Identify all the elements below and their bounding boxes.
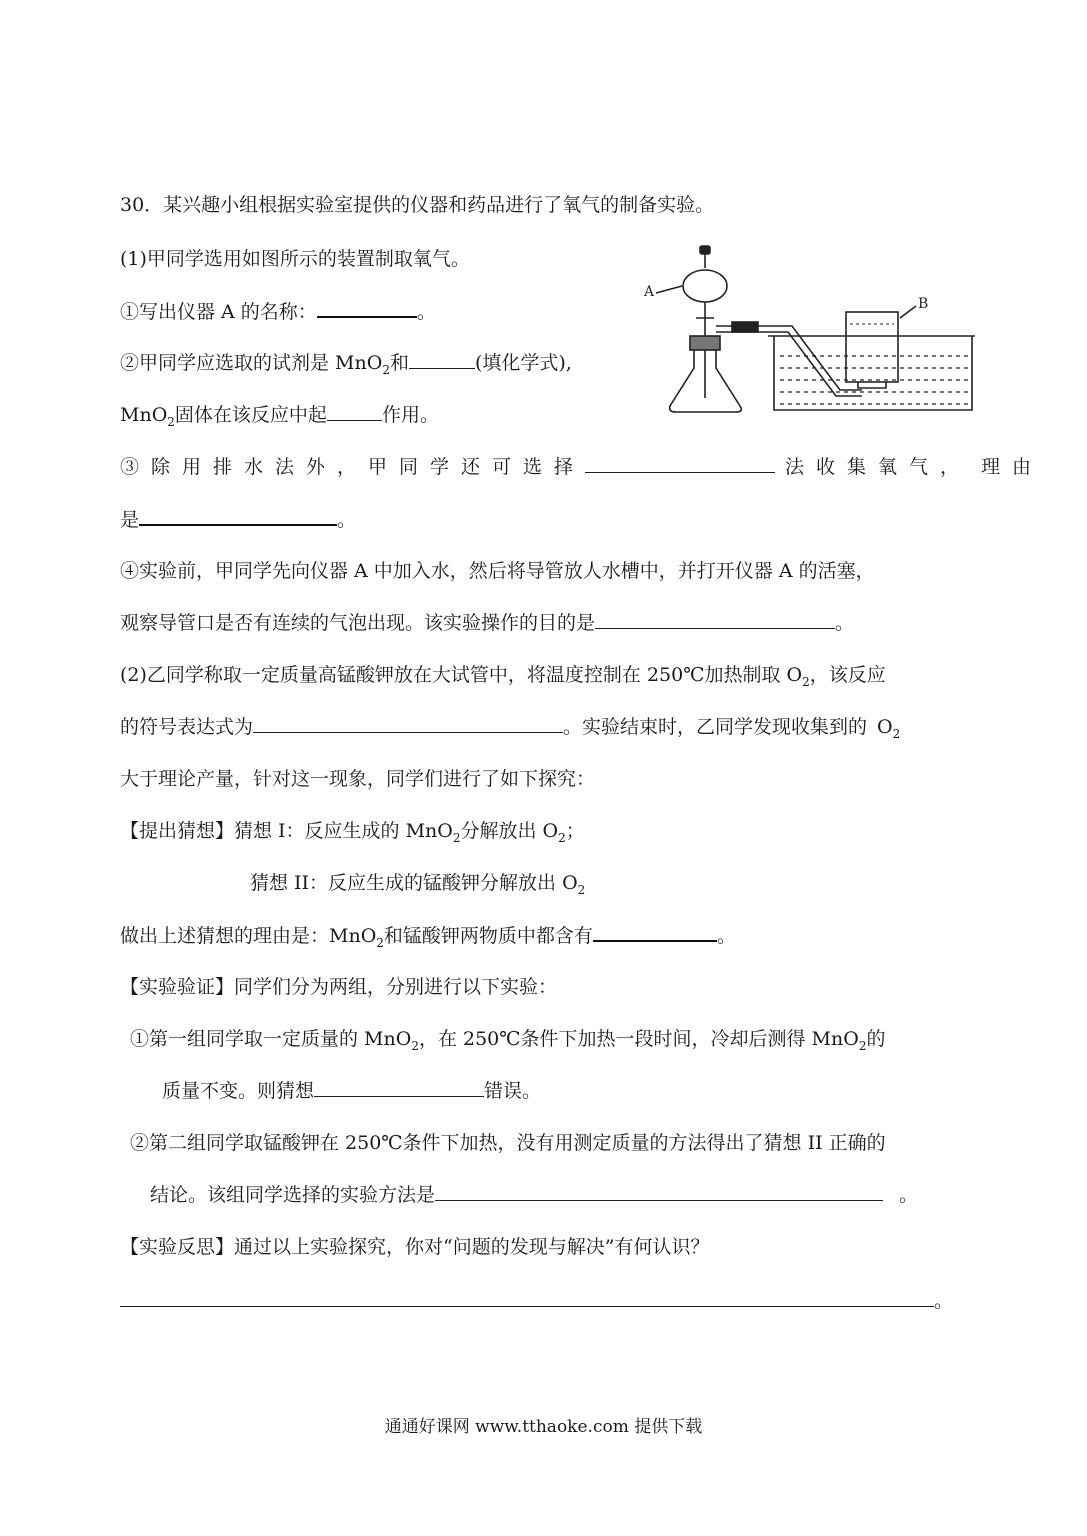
q2-line2-c: 作用。 [381,404,439,426]
part2-line1-sub: 2 [802,674,810,689]
q3-method-blank[interactable] [585,454,775,473]
q2-role-blank[interactable] [327,402,382,421]
reflection-text: 通过以上实验探究，你对“问题的发现与解决”有何认识？ [234,1236,710,1258]
q1-answer-blank[interactable] [317,298,417,318]
reason-a: 做出上述猜想的理由是：MnO [120,925,377,947]
q3-line1 [120,454,1043,480]
part2-line1-b: ，该反应 [809,664,886,686]
e1-b: ，在 250℃条件下加热一段时间，冷却后测得 MnO [418,1028,859,1050]
hypothesis-1-sub2: 2 [558,830,566,845]
question-title: 30．某兴趣小组根据实验室提供的仪器和药品进行了氧气的制备实验。 [120,194,715,216]
part2-equation-blank[interactable] [253,714,563,733]
part1-intro: (1)甲同学选用如图所示的装置制取氧气。 [120,248,470,270]
q2-text-c: (填化学式), [474,352,572,374]
e1-a: ①第一组同学取一定质量的 MnO [130,1028,412,1050]
part2-line2-sub: 2 [892,726,901,741]
part2-line3: 大于理论产量，针对这一现象，同学们进行了如下探究： [120,768,596,790]
experiment2-line1: ②第二组同学取锰酸钾在 250℃条件下加热，没有用测定质量的方法得出了猜想 II 正确的 [130,1132,886,1154]
verification-text: 同学们分为两组，分别进行以下实验： [234,976,558,998]
verification-line [120,974,557,1000]
reason-blank[interactable] [593,922,717,942]
hypothesis-line1 [120,818,585,851]
hypothesis-1-c: ； [565,820,585,842]
q2-reagent-blank[interactable] [409,350,475,369]
q2-sub: 2 [382,362,390,377]
q3-text-b: 法收集氧气， [785,456,972,478]
hypothesis-2-sub: 2 [577,882,586,897]
reflection-answer-blank[interactable] [120,1288,934,1307]
reflection-label: 【实验反思】 [120,1236,235,1258]
hypothesis-1-sub: 2 [452,830,461,845]
part2-line1-a: (2)乙同学称取一定质量高锰酸钾放在大试管中，将温度控制在 250℃加热制取 O [120,664,803,686]
experiment1-line2 [162,1078,541,1104]
reflection-end: 。 [934,1290,954,1312]
reason-end: 。 [716,925,736,947]
label-a: A [644,284,655,300]
hypothesis-1-a: 猜想 I：反应生成的 MnO [234,820,453,842]
label-b: B [918,296,929,312]
experiment1-line1 [130,1026,885,1059]
q2-text-b: 和 [389,352,409,374]
hypothesis-label: 【提出猜想】 [120,820,235,842]
e1-sub: 2 [411,1038,419,1053]
q2-line2-a: MnO [120,404,168,426]
q3-line2 [120,506,356,533]
q4-line2-text: 观察导管口是否有连续的气泡出现。该实验操作的目的是 [120,612,596,634]
q4-line2 [120,610,854,636]
e1-c: 的 [866,1028,886,1050]
page-footer: 通通好课网 www.tthaoke.com 提供下载 [384,1417,703,1437]
q2-line1 [120,350,572,383]
part2-line2-c: O [877,716,893,738]
e1-line2-b: 错误。 [484,1080,542,1102]
funnel-bulb [683,270,727,302]
e1-hypothesis-blank[interactable] [314,1078,484,1097]
reason-b: 和锰酸钾两物质中都含有 [383,925,593,947]
e2-line2-end: 。 [899,1184,919,1206]
q1-text: ①写出仪器 A 的名称： [120,301,317,323]
q2-line2-b: 固体在该反应中起 [174,404,327,426]
q1-line [120,298,436,325]
e2-line2-a: 结论。该组同学选择的实验方法是 [150,1184,436,1206]
q4-end: 。 [835,612,855,634]
apparatus-diagram [640,238,975,418]
reflection-line [120,1234,709,1260]
e2-method-blank[interactable] [435,1182,883,1201]
e1-sub2: 2 [858,1038,867,1053]
part2-line2-a: 的符号表达式为 [120,716,254,738]
q2-line2-sub: 2 [167,414,175,429]
q3-text-c: 理由 [981,456,1044,478]
hypothesis-line2 [250,870,585,903]
q1-end: 。 [416,301,436,323]
reason-sub: 2 [376,935,384,950]
q3-reason-blank[interactable] [139,506,337,526]
hypothesis-1-b: 分解放出 O [460,820,559,842]
part2-line1 [120,662,886,695]
e1-line2-a: 质量不变。则猜想 [162,1080,315,1102]
q4-purpose-blank[interactable] [595,610,835,629]
hypothesis-2-a: 猜想 II：反应生成的锰酸钾分解放出 O [250,872,578,894]
experiment2-line2 [150,1182,918,1208]
q2-text-a: ②甲同学应选取的试剂是 MnO [120,352,383,374]
q4-line1: ④实验前，甲同学先向仪器 A 中加入水，然后将导管放人水槽中，并打开仪器 A 的活塞， [120,560,875,582]
verification-label: 【实验验证】 [120,976,235,998]
part2-line2-b: 。实验结束时，乙同学发现收集到的 [563,716,868,738]
q3-line2-a: 是 [120,509,140,531]
q3-line2-end: 。 [337,509,357,531]
q3-text-a: ③除用排水法外，甲同学还可选择 [120,456,586,478]
q2-line2 [120,402,439,435]
part2-line2 [120,714,900,747]
reflection-answer-line [120,1288,953,1314]
hypothesis-reason [120,922,736,956]
